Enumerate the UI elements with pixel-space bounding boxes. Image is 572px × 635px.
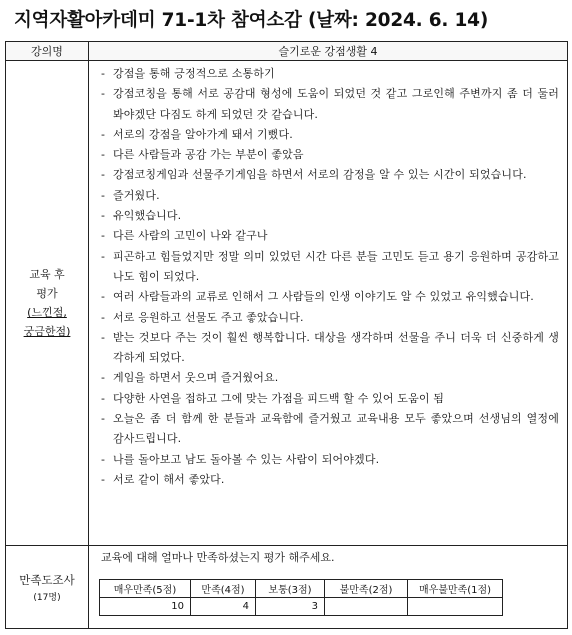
comment-item: - 서로의 강점을 알아가게 돼서 기뻤다. — [101, 125, 559, 145]
rating-col-satisfied: 만족(4점) — [191, 580, 256, 598]
comment-item: - 피곤하고 힘들었지만 정말 의미 있었던 시간 다른 분들 고민도 듣고 용기 응원하며 공감하고 나도 힘이 되었다. — [101, 247, 559, 288]
evaluation-label-line3: (느낀점, — [27, 306, 67, 319]
comment-item: - 나를 돌아보고 남도 돌아볼 수 있는 사람이 되어야겠다. — [101, 450, 559, 470]
rating-value — [408, 598, 503, 616]
comment-list — [89, 61, 567, 490]
evaluation-label-line2: 평가 — [36, 287, 58, 300]
satisfaction-question: 교육에 대해 얼마나 만족하셨는지 평가 해주세요. — [101, 551, 335, 564]
evaluation-label — [6, 61, 89, 545]
rating-value: 4 — [191, 598, 256, 616]
lecture-row — [6, 42, 567, 61]
rating-col-very-satisfied: 매우만족(5점) — [100, 580, 191, 598]
rating-header-row — [100, 580, 503, 598]
rating-value — [325, 598, 408, 616]
evaluation-row — [6, 61, 567, 546]
evaluation-form — [5, 41, 568, 629]
satisfaction-cell — [89, 546, 567, 628]
comment-item: - 게임을 하면서 웃으며 즐거웠어요. — [101, 368, 559, 388]
rating-value-row — [100, 598, 503, 616]
rating-table — [99, 579, 503, 616]
comment-item: - 다른 사람들과 공감 가는 부분이 좋았음 — [101, 145, 559, 165]
comment-item: - 즐거웠다. — [101, 186, 559, 206]
comment-item: - 강점코칭을 통해 서로 공감대 형성에 도움이 되었던 것 같고 그로인해 주변까지 좀 더 둘러봐야겠단 다짐도 하게 되었던 갓 같습니다. — [101, 84, 559, 125]
comments-cell — [89, 61, 567, 545]
respondent-count: (17명) — [33, 593, 61, 603]
comment-item: - 서로 응원하고 선물도 주고 좋았습니다. — [101, 308, 559, 328]
satisfaction-row — [6, 546, 567, 628]
rating-value: 3 — [256, 598, 325, 616]
document-title: 지역자활아카데미 71-1차 참여소감 (날짜: 2024. 6. 14) — [14, 10, 489, 31]
comment-item: - 서로 같이 해서 좋았다. — [101, 470, 559, 490]
comment-item: - 여러 사람들과의 교류로 인해서 그 사람들의 인생 이야기도 알 수 있었고 유익했습니다. — [101, 287, 559, 307]
rating-col-neutral: 보통(3점) — [256, 580, 325, 598]
evaluation-label-line4: 궁금한점) — [23, 325, 71, 338]
comment-item: - 다른 사람의 고민이 나와 같구나 — [101, 226, 559, 246]
lecture-name: 슬기로운 강점생활 4 — [278, 45, 378, 58]
rating-col-very-dissatisfied: 매우불만족(1점) — [408, 580, 503, 598]
comment-item: - 강점코칭게임과 선물주기게임을 하면서 서로의 감정을 알 수 있는 시간이 되었습니다. — [101, 165, 559, 185]
rating-value: 10 — [100, 598, 191, 616]
comment-item: - 유익했습니다. — [101, 206, 559, 226]
lecture-label: 강의명 — [6, 42, 89, 60]
rating-col-dissatisfied: 불만족(2점) — [325, 580, 408, 598]
comment-item: - 오늘은 좀 더 함께 한 분들과 교육함에 즐거웠고 교육내용 모두 좋았으며 선생님의 열정에 감사드립니다. — [101, 409, 559, 450]
comment-item: - 다양한 사연을 접하고 그에 맞는 가점을 피드백 할 수 있어 도움이 됨 — [101, 389, 559, 409]
satisfaction-label — [6, 546, 89, 628]
comment-item: - 받는 것보다 주는 것이 훨씬 행복합니다. 대상을 생각하며 선물을 주니 더욱 더 신중하게 생각하게 되었다. — [101, 328, 559, 369]
comment-item: - 강점을 통해 긍정적으로 소통하기 — [101, 64, 559, 84]
evaluation-label-line1: 교육 후 — [29, 268, 65, 281]
satisfaction-label-text: 만족도조사 — [19, 573, 75, 587]
